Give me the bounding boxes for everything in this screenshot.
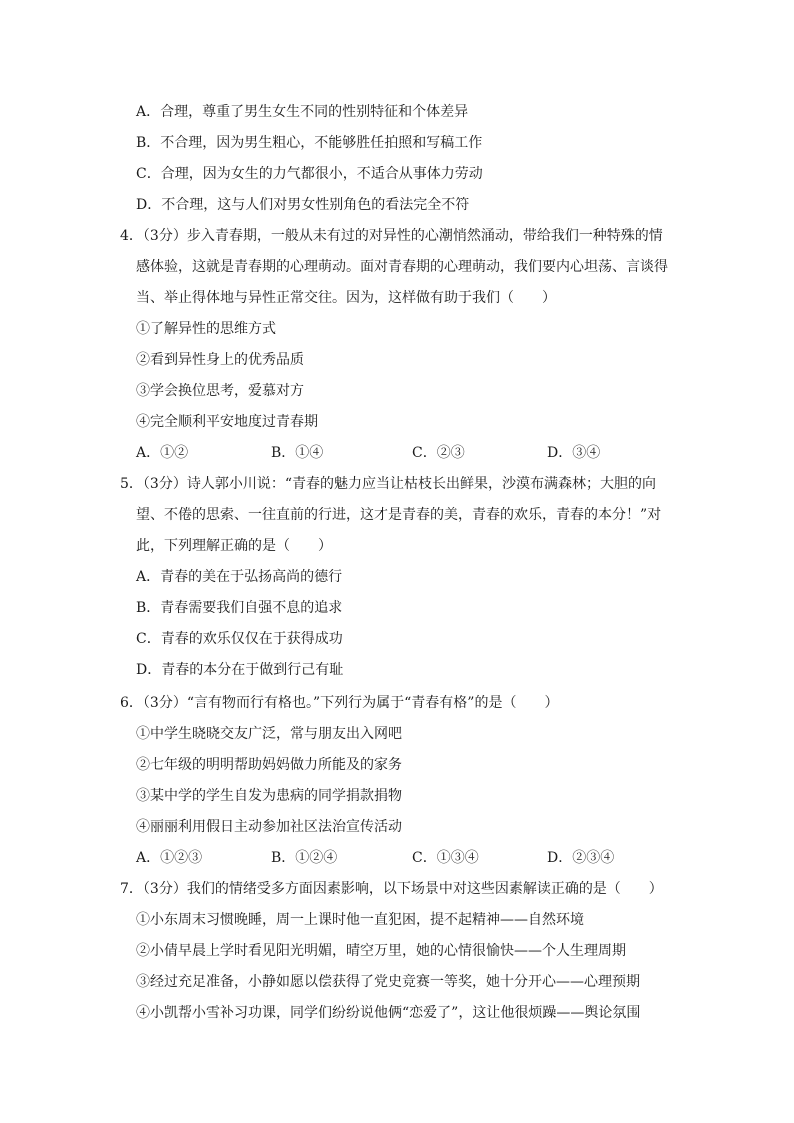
q4-choice-b: B．①④	[271, 445, 324, 461]
q4-item-1: ①了解异性的思维方式	[136, 321, 276, 337]
q4-item-3: ③学会换位思考，爱慕对方	[136, 383, 304, 399]
q5-option-d: D．青春的本分在于做到行己有耻	[136, 662, 344, 678]
q5-option-b: B．青春需要我们自强不息的追求	[136, 600, 343, 616]
q5-option-a: A．青春的美在于弘扬高尚的德行	[136, 569, 343, 585]
q6-item-1: ①中学生晓晓交友广泛，常与朋友出入网吧	[136, 726, 402, 742]
q6-item-4: ④丽丽利用假日主动参加社区法治宣传活动	[136, 819, 402, 835]
q4-choice-a: A．①②	[136, 445, 189, 461]
q4-item-4: ④完全顺利平安地度过青春期	[136, 414, 318, 430]
q4-choice-c: C．②③	[412, 445, 465, 461]
q4-stem-line-3: 当、举止得体地与异性正常交往。因为，这样做有助于我们（ ）	[136, 290, 556, 306]
q3-option-c: C．合理，因为女生的力气都很小，不适合从事体力劳动	[136, 166, 483, 182]
q6-choice-a: A．①②③	[136, 850, 203, 866]
q5-stem-line-3: 此，下列理解正确的是（ ）	[136, 538, 332, 554]
q3-option-a: A．合理，尊重了男生女生不同的性别特征和个体差异	[136, 104, 469, 120]
q7-item-3: ③经过充足准备，小静如愿以偿获得了党史竞赛一等奖，她十分开心——心理预期	[136, 974, 640, 990]
q6-item-2: ②七年级的明明帮助妈妈做力所能及的家务	[136, 757, 402, 773]
q7-stem-line-1: 7．（3分）我们的情绪受多方面因素影响，以下场景中对这些因素解读正确的是（ ）	[120, 881, 663, 897]
q6-choice-b: B．①②④	[271, 850, 338, 866]
q4-choice-d: D．③④	[547, 445, 601, 461]
q3-option-b: B．不合理，因为男生粗心，不能够胜任拍照和写稿工作	[136, 135, 483, 151]
q7-item-2: ②小倩早晨上学时看见阳光明媚，晴空万里，她的心情很愉快——个人生理周期	[136, 943, 626, 959]
q7-item-1: ①小东周末习惯晚睡，周一上课时他一直犯困，提不起精神——自然环境	[136, 912, 584, 928]
q3-option-d: D．不合理，这与人们对男女性别角色的看法完全不符	[136, 197, 470, 213]
q6-choice-d: D．②③④	[547, 850, 615, 866]
q6-choice-c: C．①③④	[412, 850, 479, 866]
q5-stem-line-2: 望、不倦的思索、一往直前的行进，这才是青春的美，青春的欢乐，青春的本分！”对	[136, 507, 662, 523]
q5-stem-line-1: 5．（3分）诗人郭小川说：“青春的魅力应当让枯枝长出鲜果，沙漠布满森林；大胆的向	[120, 476, 656, 492]
q4-stem-line-2: 感体验，这就是青春期的心理萌动。面对青春期的心理萌动，我们要内心坦荡、言谈得	[136, 259, 668, 275]
q6-stem-line-1: 6．（3分）“言有物而行有格也。”下列行为属于“青春有格”的是（ ）	[120, 695, 559, 711]
q4-stem-line-1: 4．（3分）步入青春期，一般从未有过的对异性的心潮悄然涌动，带给我们一种特殊的情	[120, 228, 663, 244]
q4-item-2: ②看到异性身上的优秀品质	[136, 352, 304, 368]
q5-option-c: C．青春的欢乐仅仅在于获得成功	[136, 631, 343, 647]
q6-item-3: ③某中学的学生自发为患病的同学捐款捐物	[136, 788, 402, 804]
q7-item-4: ④小凯帮小雪补习功课，同学们纷纷说他俩“恋爱了”，这让他很烦躁——舆论氛围	[136, 1005, 641, 1021]
